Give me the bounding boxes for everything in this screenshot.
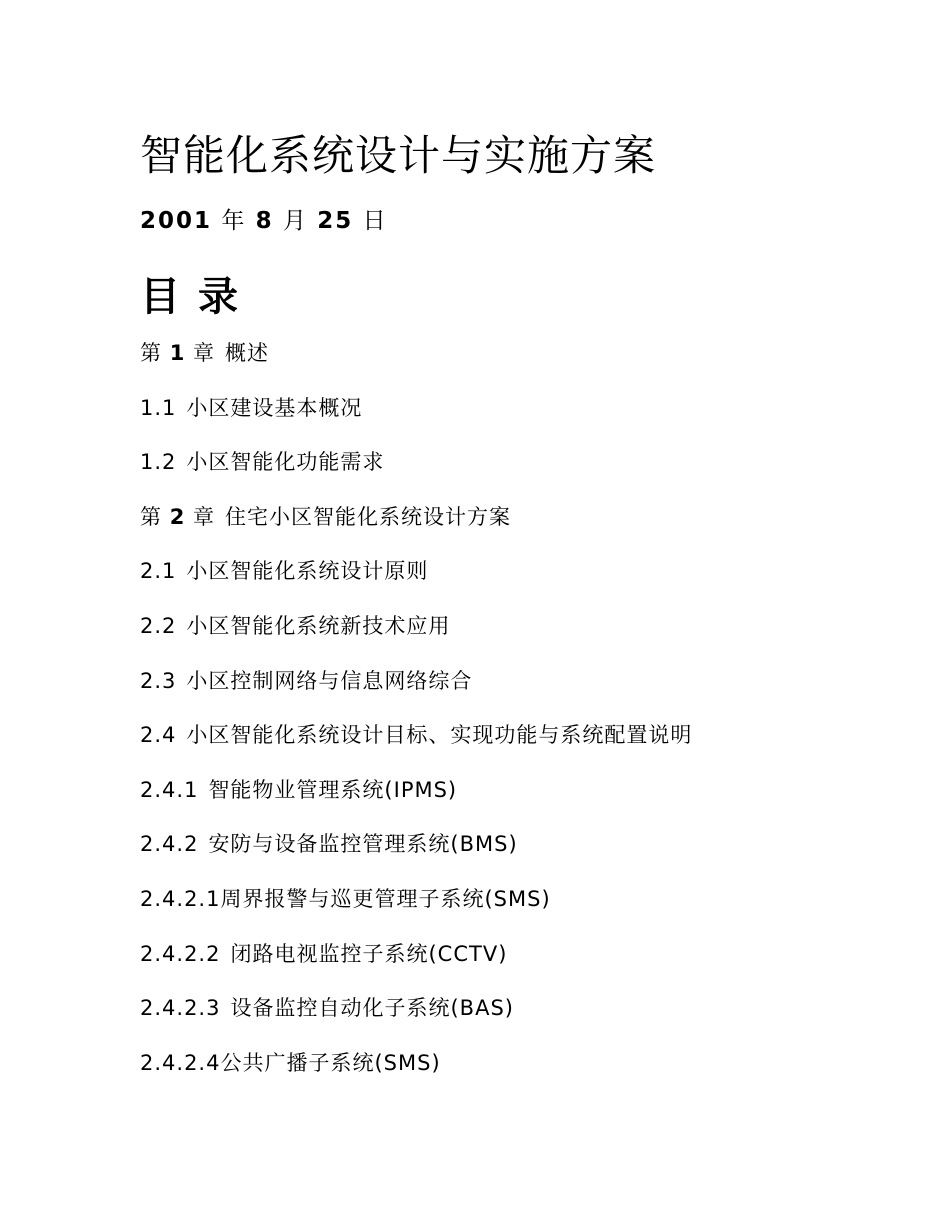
toc-item-1-1[interactable]	[140, 393, 890, 423]
toc-item-2-1[interactable]	[140, 556, 890, 586]
section-title: 小区智能化系统新技术应用	[186, 613, 451, 638]
section-title: 小区智能化功能需求	[186, 450, 385, 475]
date-year: 2001	[140, 208, 213, 234]
toc-item-2-2[interactable]	[140, 611, 890, 641]
toc-item-2-4-1[interactable]	[140, 775, 890, 805]
toc-heading-right: 录	[198, 274, 238, 320]
section-title: 公共广播子系统(SMS)	[220, 1050, 441, 1075]
section-number: 2.4.1	[140, 777, 199, 802]
date-year-unit: 年	[221, 208, 247, 234]
toc-item-2-4[interactable]	[140, 720, 890, 750]
toc-heading-left: 目	[140, 274, 180, 320]
chapter-suffix: 章	[193, 504, 215, 529]
chapter-prefix: 第	[140, 504, 162, 529]
document-date	[140, 206, 890, 236]
section-number: 2.4.2	[140, 832, 199, 857]
section-title: 小区智能化系统设计目标、实现功能与系统配置说明	[186, 723, 693, 748]
section-number: 1.1	[140, 395, 177, 420]
section-number: 2.4.2.4	[140, 1050, 221, 1075]
date-day: 25	[317, 208, 354, 234]
section-title: 周界报警与巡更管理子系统(SMS)	[220, 886, 551, 911]
toc-item-2-3[interactable]	[140, 666, 890, 696]
section-title: 设备监控自动化子系统(BAS)	[230, 996, 514, 1021]
toc-item-2-4-2[interactable]	[140, 829, 890, 859]
section-number: 2.4.2.3	[140, 996, 221, 1021]
toc-list	[140, 338, 890, 1078]
chapter-prefix: 第	[140, 341, 162, 365]
section-title: 智能物业管理系统(IPMS)	[208, 777, 458, 802]
toc-chapter-1[interactable]	[140, 338, 890, 368]
chapter-title: 住宅小区智能化系统设计方案	[225, 504, 511, 529]
section-number: 2.1	[140, 559, 177, 584]
section-number: 2.4	[140, 723, 177, 748]
toc-item-1-2[interactable]	[140, 447, 890, 477]
section-title: 安防与设备监控管理系统(BMS)	[208, 832, 518, 857]
chapter-number: 2	[169, 504, 186, 529]
toc-item-2-4-2-1[interactable]	[140, 884, 890, 914]
chapter-number: 1	[169, 341, 186, 365]
section-number: 2.2	[140, 613, 177, 638]
chapter-suffix: 章	[193, 341, 215, 365]
toc-item-2-4-2-3[interactable]	[140, 993, 890, 1023]
section-title: 小区控制网络与信息网络综合	[186, 668, 473, 693]
section-title: 小区智能化系统设计原则	[186, 559, 429, 584]
section-title: 小区建设基本概况	[186, 395, 363, 420]
date-month: 8	[255, 208, 274, 234]
toc-chapter-2[interactable]	[140, 502, 890, 532]
chapter-title: 概述	[225, 341, 269, 365]
date-month-unit: 月	[282, 208, 308, 234]
document-title: 智能化系统设计与实施方案	[140, 131, 657, 180]
toc-item-2-4-2-4[interactable]	[140, 1048, 890, 1078]
section-number: 2.4.2.2	[140, 941, 221, 966]
section-number: 2.4.2.1	[140, 886, 221, 911]
section-number: 2.3	[140, 668, 177, 693]
section-title: 闭路电视监控子系统(CCTV)	[230, 941, 508, 966]
date-day-unit: 日	[362, 208, 388, 234]
section-number: 1.2	[140, 450, 177, 475]
toc-heading	[140, 270, 890, 324]
toc-item-2-4-2-2[interactable]	[140, 939, 890, 969]
